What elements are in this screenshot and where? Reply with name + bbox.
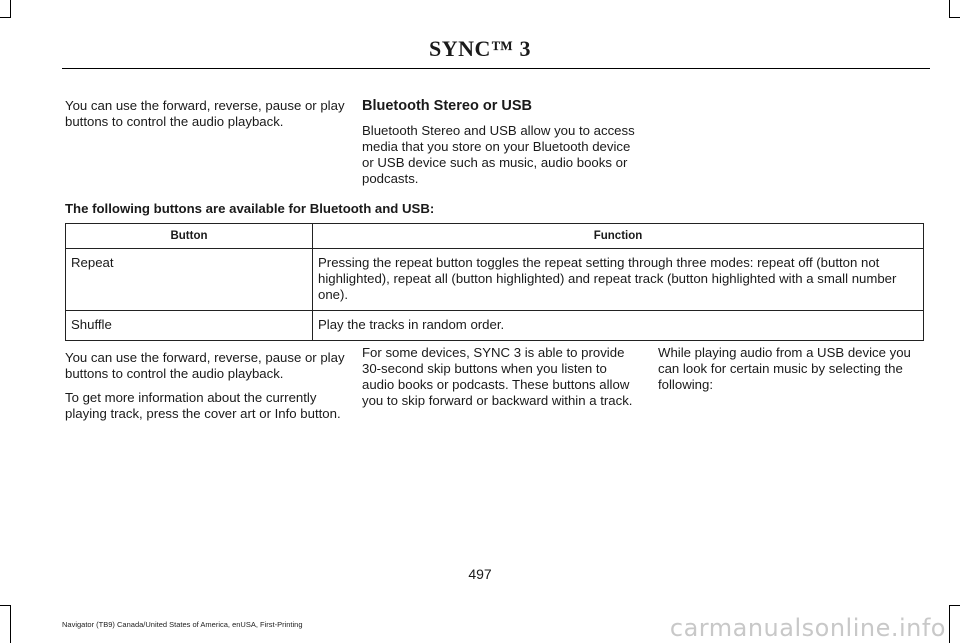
track-info-paragraph: To get more information about the currently playing track, press the cover art or Info button. (65, 390, 341, 421)
table-cell-button: Shuffle (66, 311, 313, 341)
page-title: SYNC™ 3 (429, 36, 531, 61)
table-cell-button: Repeat (66, 249, 313, 311)
crop-mark-bottom-left (0, 605, 11, 606)
skip-buttons-paragraph: For some devices, SYNC 3 is able to provide 30-second skip buttons when you listen to audio books or podcasts. These buttons allow you to skip forward or backward within a track. (362, 345, 633, 408)
column-header-function: Function (313, 224, 924, 249)
crop-mark-top-right (949, 0, 950, 18)
crop-mark-bottom-right (949, 605, 950, 643)
section-heading: Bluetooth Stereo or USB (362, 98, 532, 114)
crop-mark-bottom-right (949, 605, 960, 606)
column-header-button: Button (66, 224, 313, 249)
table-cell-function: Play the tracks in random order. (313, 311, 924, 341)
crop-mark-top-left (10, 0, 11, 18)
table-row (66, 249, 924, 311)
table-intro: The following buttons are available for Bluetooth and USB: (65, 201, 435, 216)
crop-mark-bottom-left (10, 605, 11, 643)
top-left-column (65, 98, 345, 130)
bottom-right-column (658, 345, 926, 393)
crop-mark-top-right (949, 17, 960, 18)
bluetooth-usb-paragraph: Bluetooth Stereo and USB allow you to access media that you store on your Bluetooth device or USB device such as music, audio books or podcasts. (362, 123, 635, 186)
header-divider (62, 68, 930, 69)
table-header-row (66, 224, 924, 249)
bottom-left-column (65, 350, 345, 422)
bottom-middle-column (362, 345, 634, 409)
top-right-column (362, 98, 642, 187)
playback-controls-paragraph: You can use the forward, reverse, pause or play buttons to control the audio playback. (65, 98, 345, 129)
watermark: carmanualsonline.info (669, 614, 946, 642)
crop-mark-top-left (0, 17, 11, 18)
table-row (66, 311, 924, 341)
playback-controls-paragraph: You can use the forward, reverse, pause or play buttons to control the audio playback. (65, 350, 345, 381)
table-cell-function: Pressing the repeat button toggles the repeat setting through three modes: repeat off (button not highlighted), repeat all (button highlighted) and repeat track (button highlighted with a small number one). (313, 249, 924, 311)
usb-browse-paragraph: While playing audio from a USB device you can look for certain music by selecting the following: (658, 345, 911, 392)
page-number: 497 (468, 566, 492, 582)
footer-text: Navigator (TB9) Canada/United States of America, enUSA, First-Printing (62, 620, 303, 629)
buttons-table (65, 223, 924, 341)
